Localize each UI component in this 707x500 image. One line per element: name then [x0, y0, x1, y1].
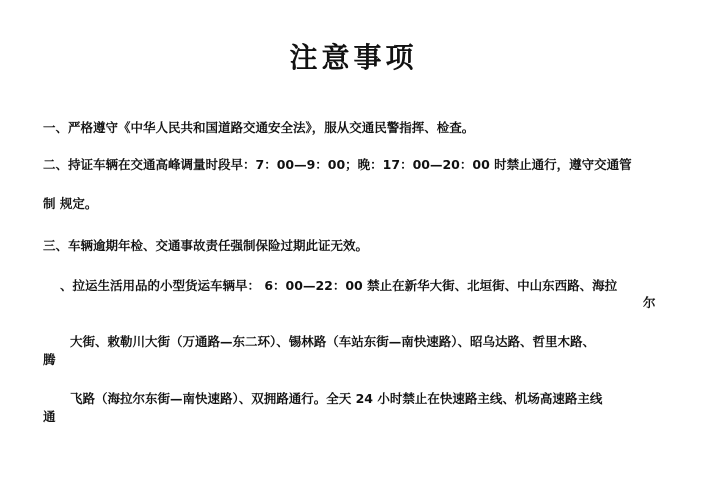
- notice-item-1: 一、严格遵守《中华人民共和国道路交通安全法》，服从交通民警指挥、检查。: [43, 120, 475, 135]
- notice-item-4-line-2: 大街、敕勒川大街（万通路—东二环）、锡林路（车站东街—南快速路）、昭乌达路、哲里木路、: [70, 334, 596, 349]
- notice-item-2: 二、持证车辆在交通高峰调量时段早：7：00—9：00；晚：17：00—20：00 时禁止通行，遵守交通管: [43, 157, 632, 172]
- notice-item-4-wrap-char: 尔: [643, 295, 656, 310]
- notice-item-2-continued: 制 规定。: [43, 196, 98, 211]
- notice-item-4-line-2-wrap-char: 腾: [43, 352, 56, 367]
- notice-item-4-line-3: 飞路（海拉尔东街—南快速路）、双拥路通行。全天 24 小时禁止在快速路主线、机场高速路主线: [70, 391, 603, 406]
- notice-item-4-line-3-wrap-char: 通: [43, 409, 56, 424]
- notice-item-4: 、拉运生活用品的小型货运车辆早： 6：00—22：00 禁止在新华大街、北垣街、中山东西路、海拉: [60, 278, 618, 293]
- notice-item-3: 三、车辆逾期年检、交通事故责任强制保险过期此证无效。: [43, 238, 369, 253]
- page-title: 注意事项: [289, 41, 418, 74]
